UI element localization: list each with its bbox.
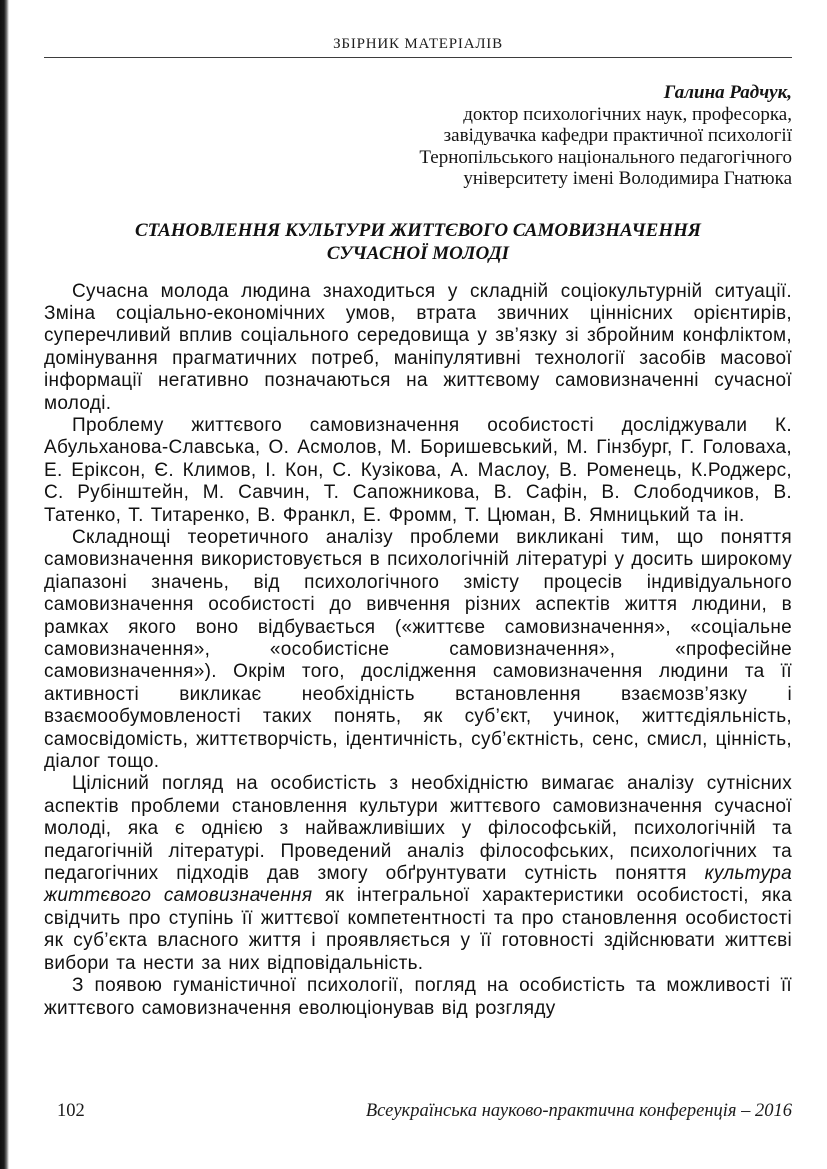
author-position-line: завідувачка кафедри практичної психології [443,125,792,146]
paragraph [44,281,792,415]
author-name: Галина Радчук, [663,82,792,103]
body-text [44,281,792,1020]
paragraph [44,527,792,773]
article-title-line-1: СТАНОВЛЕННЯ КУЛЬТУРИ ЖИТТЄВОГО САМОВИЗНАЧЕННЯ [135,219,701,241]
author-university-line-2: університету імені Володимира Гнатюка [463,168,792,189]
author-university-line-1: Тернопільського національного педагогічного [419,146,792,168]
text-run: Сучасна молода людина знаходиться у складній соціокультурній ситуації. Зміна соціально-економічних умов, втрата звичних ціннісних орієнтирів, суперечливий вплив соціального середовища у зв’язку зі збройним конфліктом, домінування прагматичних потреб, маніпулятивні технології засобів масової інформації негативно позначаються на життєвому самовизначенні сучасної молоді. [44,280,792,414]
running-header [44,0,792,58]
text-run: З появою гуманістичної психології, погляд на особистість та можливості її життєвого самовизначення еволюціонував від розгляду [44,975,792,1019]
paragraph [44,975,792,1020]
paragraph [44,415,792,527]
text-run: Складнощі теоретичного аналізу проблеми викликані тим, що поняття самовизначення використовується в психологічній літературі у досить широкому діапазоні значень, від психологічного змісту процесів індивідуального самовизначення особистості до вивчення різних аспектів життя людини, в рамках якого воно відбувається («життєве самовизначення», «соціальне самовизначення», «особистісне самовизначення», «професійне самовизначення»). Окрім того, дослідження самовизначення людини та її активності викликає необхідність встановлення взаємозв’язку і взаємообумовленості таких понять, як суб’єкт, учинок, життєдіяльність, самосвідомість, життєтворчість, ідентичність, суб’єктність, сенс, смисл, цінність, діалог тощо. [44,526,792,773]
footer-conference-title: Всеукраїнська науково-практична конференція – 2016 [365,1101,792,1121]
paragraph [44,773,792,975]
collection-title: ЗБІРНИК МАТЕРІАЛІВ [333,36,503,52]
author-block [44,82,792,190]
article-title [44,219,792,265]
text-run: як інтегральної характеристики особистості, яка свідчить про ступінь її життєвої компетентності та про становлення особистості як суб’єкта власного життя і проявляється у її готовності здійснювати життєві вибори та нести за них відповідальність. [44,885,793,974]
article-title-line-2: СУЧАСНОЇ МОЛОДІ [326,242,510,264]
page-content [44,0,792,1020]
page-number: 102 [57,1101,85,1121]
scan-edge-artifact [0,0,9,1169]
page-footer [44,1101,792,1122]
text-run: Проблему життєвого самовизначення особистості досліджували К. Абульханова-Славська, О. Асмолов, М. Боришевський, М. Гінзбург, Г. Головаха, Е. Еріксон, Є. Климов, І. Кон, С. Кузікова, А. Маслоу, В. Роменець, К.Роджерс, С. Рубінштейн, М. Савчин, Т. Сапожникова, В. Сафін, В. Слободчиков, В. Татенко, Т. Титаренко, В. Франкл, Е. Фромм, Т. Цюман, В. Ямницький та ін. [44,414,792,526]
header-rule [44,57,792,58]
emphasized-term: культура життєвого самовизначення [44,863,792,907]
author-degree-line: доктор психологічних наук, професорка, [463,103,792,125]
text-run: Цілісний погляд на особистість з необхідністю вимагає аналізу сутнісних аспектів проблеми становлення культури життєвого самовизначення сучасної молоді, яка є однією з найважливіших у філософській, психологічній та педагогічній літературі. Проведений аналіз філософських, психологічних та педагогічних підходів дав змогу обґрунтувати сутність поняття [44,773,792,885]
